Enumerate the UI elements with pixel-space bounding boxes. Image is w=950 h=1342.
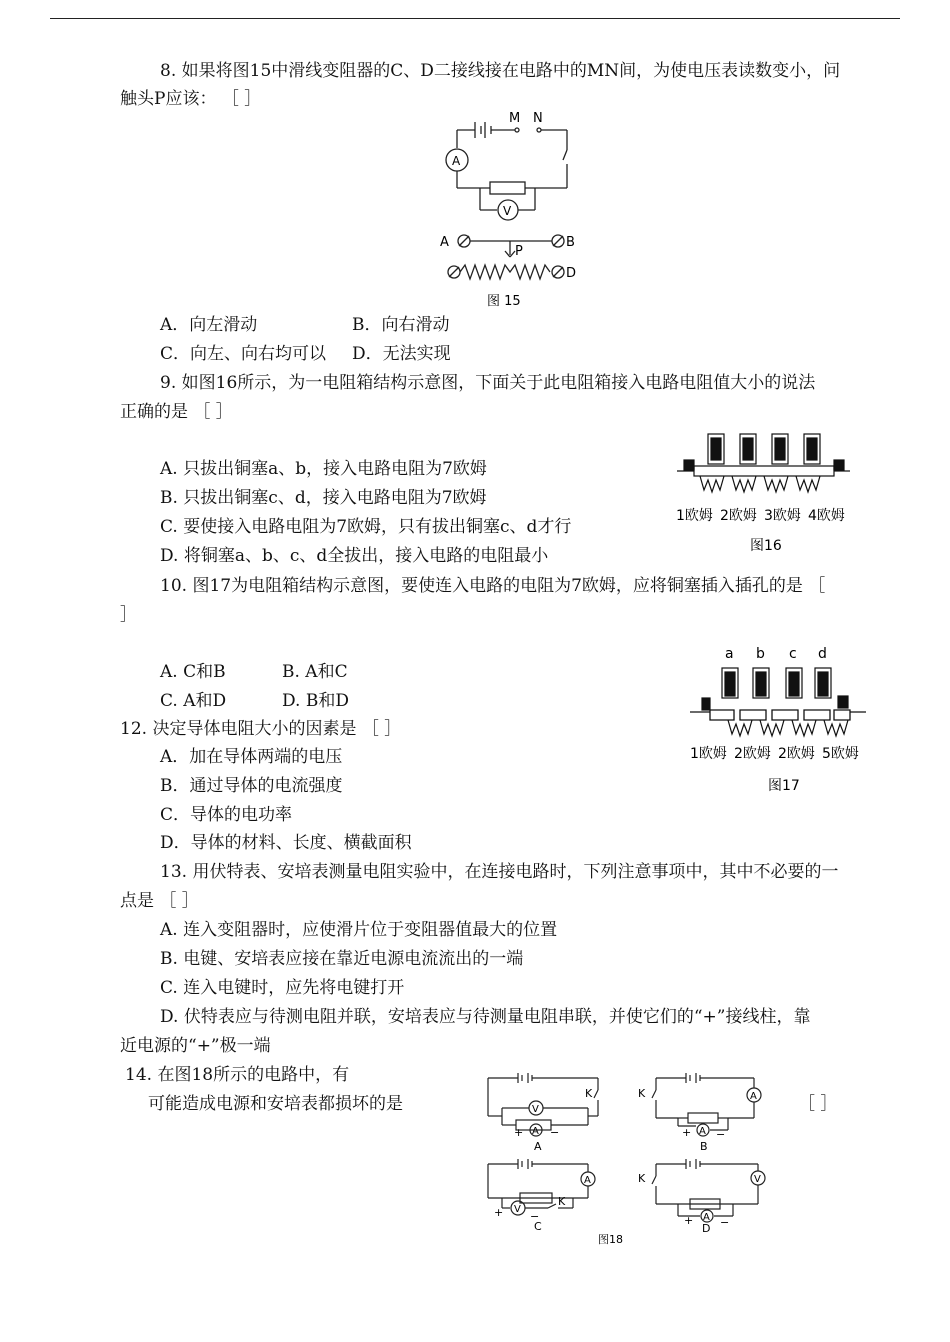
fig18b-minus: − [716, 1128, 726, 1141]
q8-text-line1: 8. 如果将图15中滑线变阻器的C、D二接线接在电路中的MN间，为使电压表读数变小，问 [160, 61, 841, 81]
figure-18 [478, 1068, 788, 1248]
q14-text-line1: 14. 在图18所示的电路中，有 [125, 1065, 350, 1085]
fig18-sub-c: C [534, 1220, 542, 1233]
fig18b-ammeter2-label: A [699, 1126, 706, 1137]
q13-option-b: B. 电键、安培表应接在靠近电源电流流出的一端 [160, 949, 524, 969]
q14-answer-bracket: ［ ］ [798, 1094, 838, 1114]
q12-text-line1: 12. 决定导体电阻大小的因素是 ［ ］ [120, 719, 402, 739]
q10-option-d: D. B和D [282, 691, 349, 711]
fig18-sub-b: B [700, 1140, 708, 1153]
fig16-r2: 2欧姆 [720, 508, 757, 524]
fig18-sub-d: D [702, 1222, 711, 1235]
fig18a-plus: + [514, 1126, 524, 1139]
fig15-label-p: P [515, 244, 523, 259]
q8-option-c: C．向左、向右均可以 [160, 344, 327, 364]
q13-option-d-line1: D. 伏特表应与待测电阻并联，安培表应与待测量电阻串联，并使它们的“+”接线柱，靠 [160, 1007, 811, 1027]
fig18-caption: 图18 [598, 1233, 623, 1246]
figure-16 [672, 430, 862, 558]
figure-17 [688, 640, 888, 800]
fig17-caption: 图17 [768, 778, 800, 794]
q12-option-a: A．加在导体两端的电压 [160, 747, 343, 767]
fig15-caption: 图 15 [487, 294, 521, 309]
q9-option-c: C. 要使接入电路电阻为7欧姆，只有拔出铜塞c、d才行 [160, 517, 572, 537]
fig18c-plus: + [494, 1206, 504, 1219]
fig18-sub-a: A [534, 1140, 542, 1153]
q8-option-d: D．无法实现 [352, 344, 451, 364]
q9-option-a: A. 只拔出铜塞a、b，接入电路电阻为7欧姆 [160, 459, 487, 479]
q14-text-line2: 可能造成电源和安培表都损坏的是 [148, 1094, 403, 1114]
fig18d-ammeter-label: A [703, 1212, 710, 1223]
q9-option-d: D. 将铜塞a、b、c、d全拔出，接入电路的电阻最小 [160, 546, 549, 566]
fig16-r1: 1欧姆 [676, 508, 713, 524]
figure-15 [435, 110, 595, 315]
q8-option-a: A．向左滑动 [160, 315, 258, 335]
fig18b-plus: + [682, 1126, 692, 1139]
fig16-r3: 3欧姆 [764, 508, 801, 524]
fig15-label-d: D [566, 266, 577, 281]
fig16-caption: 图16 [750, 538, 782, 554]
q13-text-line2: 点是 ［ ］ [120, 891, 199, 911]
fig18d-voltmeter-label: V [754, 1174, 761, 1185]
fig18b-switch-label: K [638, 1087, 646, 1100]
fig15-label-m: M [509, 111, 521, 126]
fig18c-voltmeter-label: V [514, 1204, 521, 1215]
fig17-r3: 2欧姆 [778, 746, 815, 762]
q10-option-a: A. C和B [160, 662, 226, 682]
fig18c-ammeter-label: A [584, 1175, 591, 1186]
q8-option-b: B．向右滑动 [352, 315, 450, 335]
fig17-plug-b: b [756, 646, 765, 662]
q9-option-b: B. 只拔出铜塞c、d，接入电路电阻为7欧姆 [160, 488, 487, 508]
fig18a-voltmeter-label: V [532, 1104, 539, 1115]
fig15-label-n: N [533, 111, 543, 126]
fig18a-minus: − [550, 1126, 560, 1139]
fig17-r1: 1欧姆 [690, 746, 727, 762]
q10-option-b: B. A和C [282, 662, 348, 682]
q13-option-d-line2: 近电源的“+”极一端 [120, 1036, 271, 1056]
fig17-r2: 2欧姆 [734, 746, 771, 762]
q10-text-line1: 10. 图17为电阻箱结构示意图，要使连入电路的电阻为7欧姆，应将铜塞插入插孔的是 ［ [160, 576, 826, 596]
q12-option-d: D．导体的材料、长度、横截面积 [160, 833, 412, 853]
header-rule [50, 18, 900, 19]
fig18c-minus: − [530, 1210, 540, 1223]
fig17-r4: 5欧姆 [822, 746, 859, 762]
q9-text-line2: 正确的是 ［ ］ [120, 402, 233, 422]
q12-option-b: B．通过导体的电流强度 [160, 776, 343, 796]
q13-option-a: A. 连入变阻器时，应使滑片位于变阻器值最大的位置 [160, 920, 558, 940]
fig18d-switch-label: K [638, 1172, 646, 1185]
fig18a-switch-label: K [585, 1087, 593, 1100]
fig15-label-a: A [440, 235, 449, 250]
fig18d-minus: − [720, 1216, 730, 1229]
fig18a-ammeter-label: A [532, 1126, 539, 1137]
q12-option-c: C．导体的电功率 [160, 805, 293, 825]
q10-text-line2: ］ [120, 605, 137, 625]
fig16-r4: 4欧姆 [808, 508, 845, 524]
fig18d-plus: + [684, 1214, 694, 1227]
fig15-label-b: B [566, 235, 575, 250]
fig15-voltmeter-label: V [503, 204, 512, 218]
fig17-plug-c: c [789, 646, 797, 662]
q13-option-c: C. 连入电键时，应先将电键打开 [160, 978, 405, 998]
fig18c-switch-label: K [558, 1195, 566, 1208]
fig18b-ammeter-label: A [750, 1091, 757, 1102]
q8-text-line2: 触头P应该： ［ ］ [120, 89, 262, 109]
q9-text-line1: 9. 如图16所示，为一电阻箱结构示意图，下面关于此电阻箱接入电路电阻值大小的说法 [160, 373, 816, 393]
q10-option-c: C. A和D [160, 691, 227, 711]
fig17-plug-d: d [818, 646, 827, 662]
q13-text-line1: 13. 用伏特表、安培表测量电阻实验中，在连接电路时，下列注意事项中，其中不必要的一 [160, 862, 839, 882]
fig15-ammeter-label: A [452, 154, 461, 168]
fig17-plug-a: a [725, 646, 734, 662]
